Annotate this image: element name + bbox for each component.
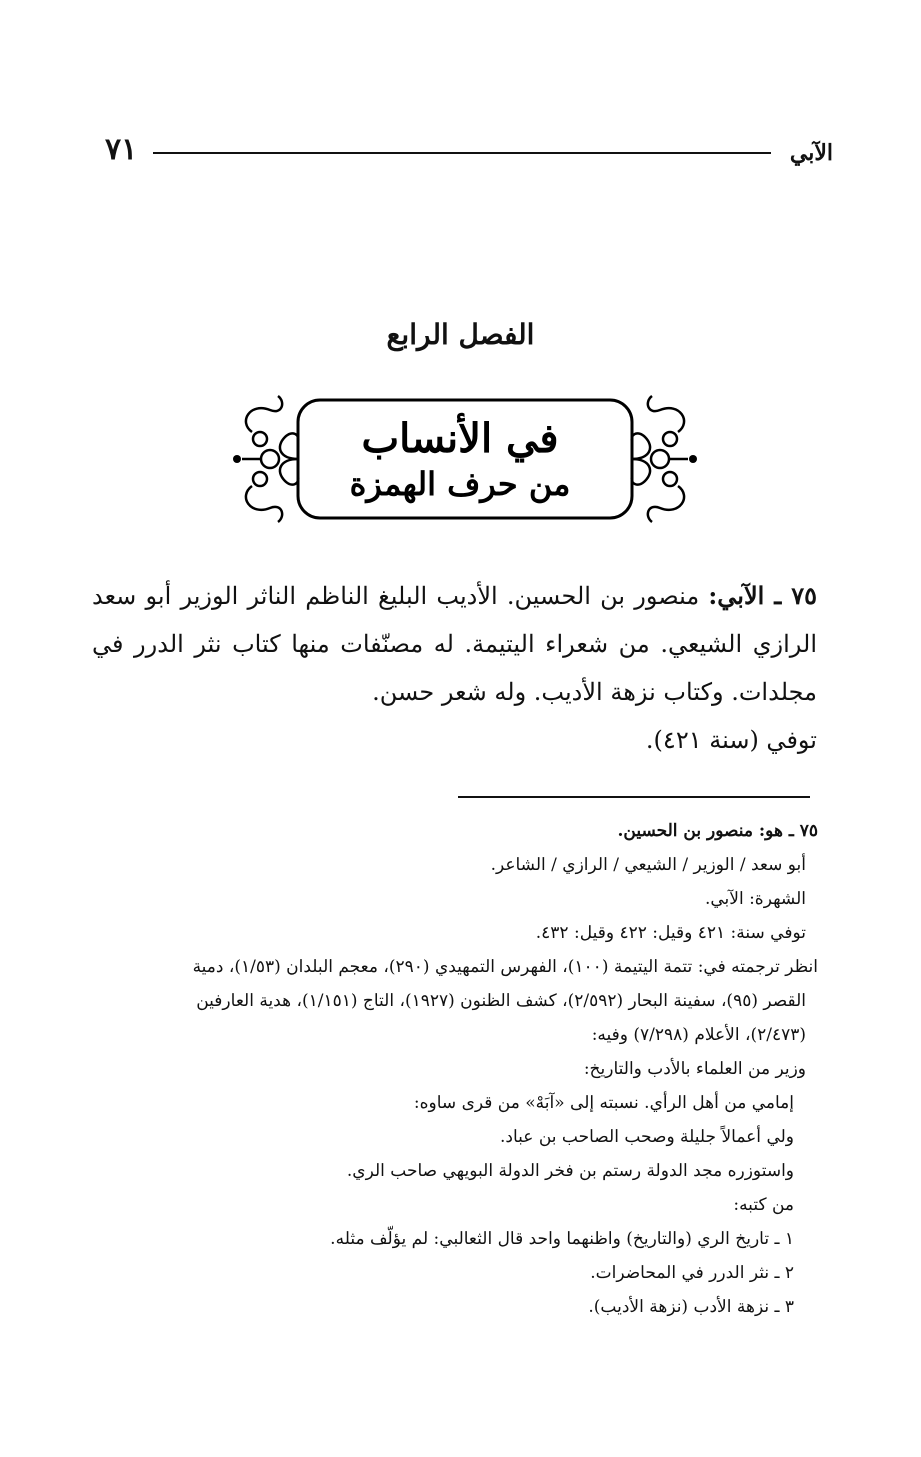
entry-death-date: توفي (سنة ٤٢١). [645, 726, 817, 754]
right-flourish-icon [632, 396, 688, 522]
chapter-title-line2: من حرف الهمزة [349, 465, 571, 503]
footnote-line: ٧٥ ـ هو: منصور بن الحسين. [617, 821, 818, 841]
footnote-line: ٣ ـ نزهة الأدب (نزهة الأديب). [588, 1297, 794, 1317]
running-title: الآبي [789, 140, 833, 166]
chapter-label: الفصل الرابع [386, 318, 535, 351]
footnote-line: من كتبه: [733, 1195, 794, 1215]
footnote-line: إمامي من أهل الرأي. نسبته إلى «آبَهْ» من قرى ساوه: [413, 1093, 794, 1113]
footnote-line: ولي أعمالاً جليلة وصحب الصاحب بن عباد. [500, 1127, 794, 1147]
footnote-line: القصر (٩٥)، سفينة البحار (٢/٥٩٢)، كشف الظنون (١٩٢٧)، التاج (١/١٥١)، هدية العارفين [196, 991, 806, 1011]
entry-heading: ٧٥ ـ الآبي: [708, 581, 817, 610]
footnote-line: توفي سنة: ٤٢١ وقيل: ٤٢٢ وقيل: ٤٣٢. [535, 923, 806, 943]
footnote-line: أبو سعد / الوزير / الشيعي / الرازي / الشاعر. [490, 855, 806, 875]
footnote-line: الشهرة: الآبي. [704, 889, 806, 909]
footnote-line: ٢ ـ نثر الدرر في المحاضرات. [590, 1263, 794, 1283]
header-rule [153, 152, 771, 154]
footnotes [88, 814, 818, 1324]
footnote-line: ١ ـ تاريخ الري (والتاريخ) واظنهما واحد قال الثعالبي: لم يؤلّف مثله. [330, 1229, 794, 1249]
left-flourish-icon [242, 396, 298, 522]
entry-paragraph [92, 572, 817, 716]
footnote-line: واستوزره مجد الدولة رستم بن فخر الدولة البويهي صاحب الري. [346, 1161, 794, 1181]
footnote-line: (٢/٤٧٣)، الأعلام (٧/٢٩٨) وفيه: [591, 1025, 806, 1045]
running-header [105, 128, 833, 172]
entry-text: منصور بن الحسين. الأديب البليغ الناظم الناثر الوزير أبو سعد الرازي الشيعي. من شعراء اليتيمة. له مصنّفات منها كتاب نثر الدرر في مجلدات. وكتاب نزهة الأديب. وله شعر حسن. [92, 582, 817, 706]
page-number: ٧١ [105, 132, 138, 167]
footnote-line: وزير من العلماء بالأدب والتاريخ: [583, 1059, 806, 1079]
chapter-title-line1: في الأنساب [361, 415, 559, 462]
main-entry [92, 572, 817, 764]
footnote-line: انظر ترجمته في: تتمة اليتيمة (١٠٠)، الفهرس التمهيدي (٢٩٠)، معجم البلدان (١/٥٣)، دمية [192, 957, 818, 977]
footnote-separator [458, 796, 810, 798]
